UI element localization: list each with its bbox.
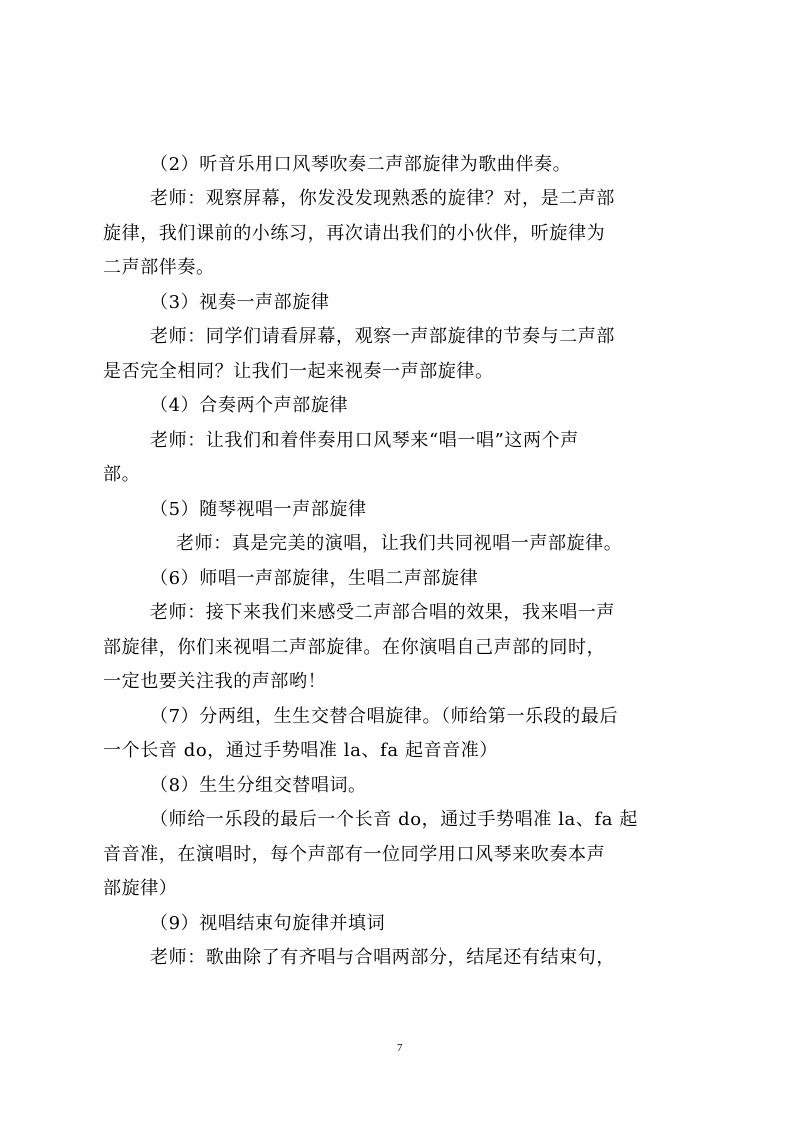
text-line: 老师：歌曲除了有齐唱与合唱两部分，结尾还有结束句，: [150, 947, 615, 968]
text-line: 老师：同学们请看屏幕，观察一声部旋律的节奏与二声部: [150, 326, 615, 347]
text-line: 一个长音 do，通过手势唱准 la、fa 起音音准）: [103, 740, 499, 761]
text-line: （6）师唱一声部旋律，生唱二声部旋律: [150, 568, 479, 589]
text-line: （4）合奏两个声部旋律: [150, 395, 349, 416]
text-line: （7）分两组，生生交替合唱旋律。（师给第一乐段的最后: [150, 706, 619, 727]
text-line: 部。: [103, 464, 141, 485]
text-line: 是否完全相同？让我们一起来视奏一声部旋律。: [103, 361, 494, 382]
text-line: （9）视唱结束句旋律并填词: [150, 913, 386, 934]
text-line: （3）视奏一声部旋律: [150, 292, 330, 313]
text-line: （2）听音乐用口风琴吹奏二声部旋律为歌曲伴奏。: [150, 154, 572, 175]
text-line: 老师：真是完美的演唱，让我们共同视唱一声部旋律。: [176, 533, 623, 554]
text-line: （师给一乐段的最后一个长音 do，通过手势唱准 la、fa 起: [150, 809, 639, 830]
text-line: 一定也要关注我的声部哟！: [103, 671, 327, 692]
text-line: （8）生生分组交替唱词。: [150, 775, 367, 796]
text-line: 老师：让我们和着伴奏用口风琴来“唱一唱”这两个声: [150, 430, 579, 451]
page-number: 7: [397, 1042, 403, 1054]
text-line: 二声部伴奏。: [103, 257, 215, 278]
text-line: 音音准，在演唱时，每个声部有一位同学用口风琴来吹奏本声: [103, 844, 606, 865]
text-line: 部旋律）: [103, 878, 178, 899]
text-line: （5）随琴视唱一声部旋律: [150, 499, 367, 520]
text-line: 老师：观察屏幕，你发没发现熟悉的旋律？对，是二声部: [150, 188, 615, 209]
text-line: 旋律，我们课前的小练习，再次请出我们的小伙伴，听旋律为: [103, 223, 606, 244]
text-line: 部旋律，你们来视唱二声部旋律。在你演唱自己声部的同时，: [103, 637, 606, 658]
text-line: 老师：接下来我们来感受二声部合唱的效果，我来唱一声: [150, 602, 615, 623]
